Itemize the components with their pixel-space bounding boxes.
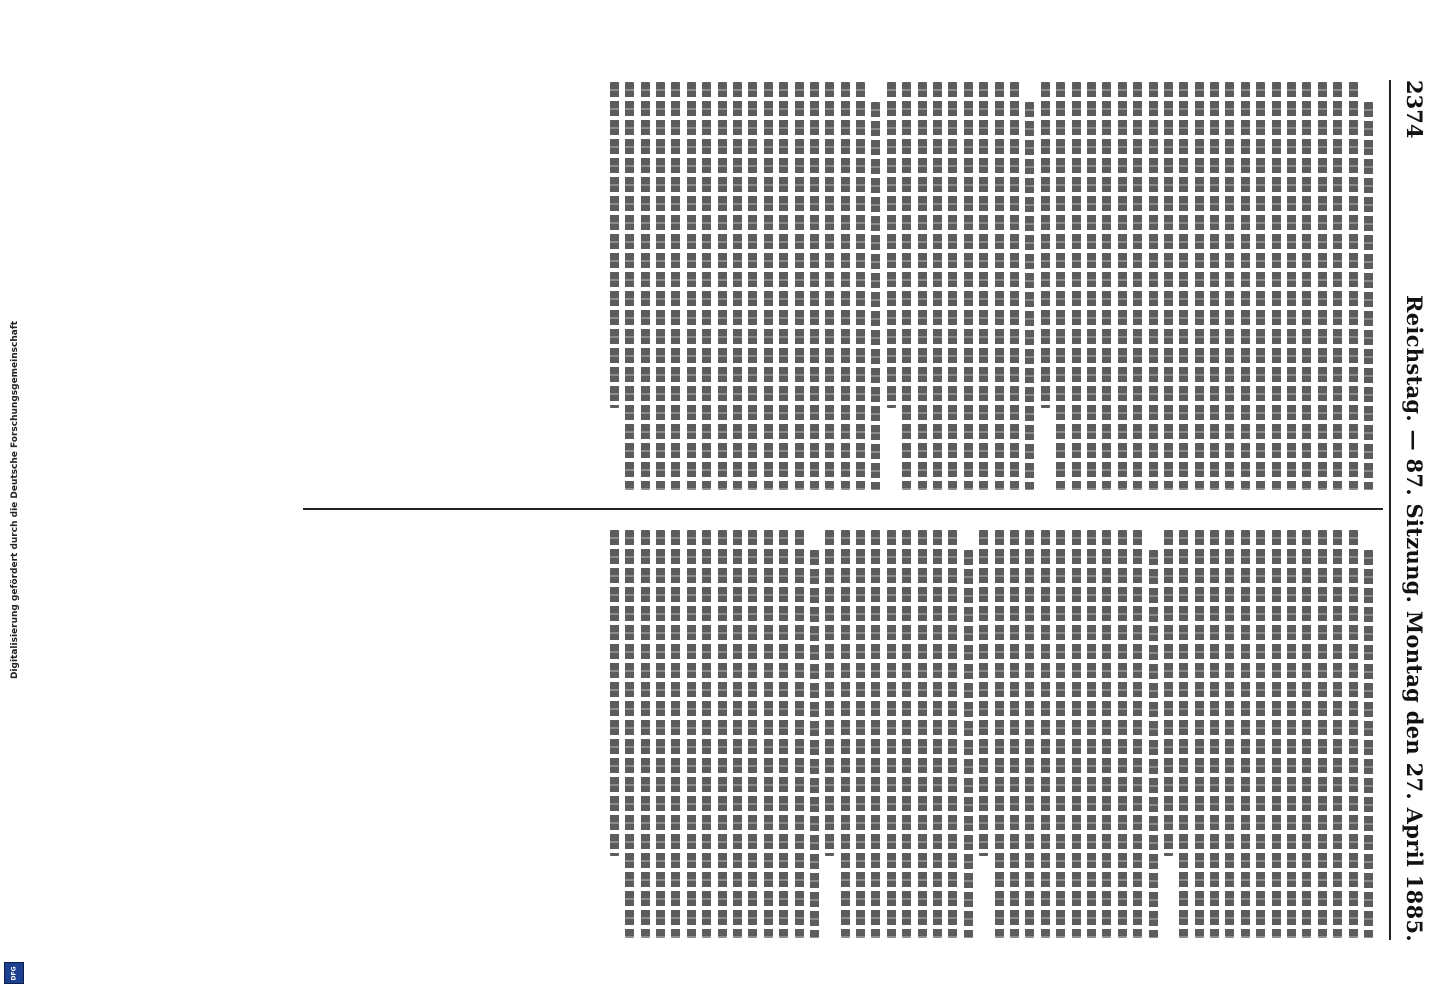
running-title: Reichstag. — 87. Sitzung. Montag den 27. April 1885. <box>1402 295 1427 943</box>
text-line <box>702 530 711 938</box>
text-line <box>779 82 788 490</box>
text-line <box>748 82 757 490</box>
text-line <box>918 530 927 938</box>
text-line <box>1318 530 1327 938</box>
text-line <box>1287 530 1296 938</box>
text-line <box>1210 530 1219 938</box>
text-line <box>1333 82 1342 490</box>
text-line <box>641 82 650 490</box>
text-line <box>872 102 881 490</box>
text-line <box>856 530 865 938</box>
text-line <box>1102 82 1111 490</box>
text-line <box>979 530 988 856</box>
text-line <box>656 82 665 490</box>
text-line <box>1087 530 1096 938</box>
text-line <box>1364 550 1373 938</box>
text-line <box>1195 82 1204 490</box>
text-line <box>825 530 834 856</box>
text-line <box>1118 82 1127 490</box>
text-line <box>933 530 942 938</box>
text-line <box>1225 530 1234 938</box>
text-line <box>625 530 634 938</box>
text-line <box>1302 82 1311 490</box>
text-line <box>1210 82 1219 490</box>
text-line <box>641 530 650 938</box>
text-line <box>1364 102 1373 490</box>
text-line <box>1287 82 1296 490</box>
text-line <box>856 82 865 490</box>
text-line <box>933 82 942 490</box>
text-line <box>610 82 619 408</box>
text-line <box>1087 82 1096 490</box>
digitization-credit-margin <box>0 0 30 1000</box>
text-line <box>1333 530 1342 938</box>
text-line <box>625 82 634 490</box>
text-line <box>1025 102 1034 490</box>
rotated-page <box>65 60 1432 960</box>
text-line <box>687 530 696 938</box>
text-line <box>918 82 927 490</box>
text-line <box>1318 82 1327 490</box>
text-line <box>1149 550 1158 938</box>
text-line <box>795 530 804 938</box>
page-header <box>1395 80 1432 943</box>
text-line <box>964 550 973 938</box>
text-line <box>1241 82 1250 490</box>
text-line <box>733 82 742 490</box>
text-line <box>1225 82 1234 490</box>
text-line <box>841 82 850 490</box>
text-column-right <box>309 530 1379 938</box>
text-line <box>1256 82 1265 490</box>
text-line <box>1179 82 1188 490</box>
text-line <box>902 530 911 938</box>
text-line <box>1056 82 1065 490</box>
text-line <box>1118 530 1127 938</box>
text-line <box>1302 530 1311 938</box>
text-line <box>1164 530 1173 856</box>
text-line <box>1072 530 1081 938</box>
text-line <box>610 530 619 856</box>
text-line <box>1164 82 1173 490</box>
text-line <box>718 82 727 490</box>
text-line <box>1056 530 1065 938</box>
text-line <box>764 82 773 490</box>
text-line <box>656 530 665 938</box>
text-line <box>1010 530 1019 938</box>
text-line <box>887 530 896 938</box>
text-line <box>995 530 1004 938</box>
text-line <box>1272 82 1281 490</box>
text-line <box>995 82 1004 490</box>
text-line <box>1349 82 1358 490</box>
header-rule <box>1389 80 1391 940</box>
text-line <box>902 82 911 490</box>
text-line <box>948 82 957 490</box>
text-line <box>1025 530 1034 938</box>
text-line <box>964 82 973 490</box>
text-line <box>687 82 696 490</box>
page-number: 2374 <box>1402 80 1427 139</box>
text-line <box>887 82 896 408</box>
dfg-logo-icon: DFG <box>4 962 24 984</box>
text-line <box>748 530 757 938</box>
column-divider <box>303 508 1383 510</box>
text-line <box>872 530 881 938</box>
text-line <box>702 82 711 490</box>
text-line <box>810 82 819 490</box>
text-line <box>1349 530 1358 938</box>
text-line <box>825 82 834 490</box>
text-line <box>1072 82 1081 490</box>
text-line <box>1041 530 1050 938</box>
text-line <box>1272 530 1281 938</box>
text-line <box>671 82 680 490</box>
text-line <box>810 550 819 938</box>
text-line <box>718 530 727 938</box>
text-line <box>841 530 850 938</box>
digitization-credit-text: Digitalisierung gefördert durch die Deutsche Forschungsgemeinschaft <box>10 320 20 680</box>
text-line <box>948 530 957 938</box>
text-line <box>1149 82 1158 490</box>
text-line <box>1041 82 1050 408</box>
text-line <box>764 530 773 938</box>
text-column-left <box>309 82 1379 490</box>
text-line <box>1102 530 1111 938</box>
text-line <box>979 82 988 490</box>
text-line <box>1133 530 1142 938</box>
text-line <box>1010 82 1019 490</box>
text-line <box>1241 530 1250 938</box>
text-line <box>671 530 680 938</box>
text-line <box>733 530 742 938</box>
text-line <box>779 530 788 938</box>
text-line <box>1133 82 1142 490</box>
text-line <box>1256 530 1265 938</box>
text-line <box>795 82 804 490</box>
text-line <box>1195 530 1204 938</box>
text-line <box>1179 530 1188 938</box>
